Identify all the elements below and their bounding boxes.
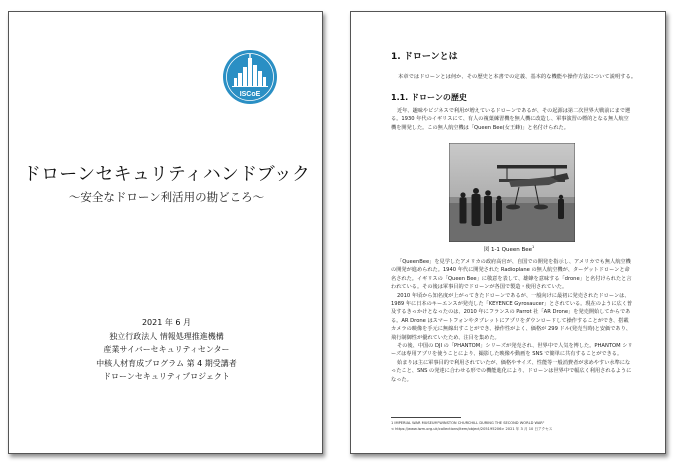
cover-publisher-info: [9, 316, 324, 384]
publisher-center: 産業サイバーセキュリティセンター: [103, 345, 230, 354]
cover-title: ドローンセキュリティハンドブック: [22, 164, 311, 185]
publisher-org: 独立行政法人 情報処理推進機構: [109, 331, 224, 341]
figure-caption: [351, 245, 667, 253]
paragraph-text: その後、中国の DJI の「PHANTOM」シリーズが発売され、世界中で人気を博した。PHANTOM シリーズは専用アプリを使うことにより、撮影した映像や動画を SNS で簡単に共有することができる。: [391, 343, 633, 358]
paragraph-text: 始まりは主に軍事目的で利用されていたが、価格やサイズ、性能等一般消費者が求めやすい水準になったこと、SNS の発達に合わせる形での機能進化により、ドローンは世界中で幅広く利用されるようになった。: [391, 359, 632, 383]
section-intro: 本章ではドローンとは何か、その歴史と本書での定義、基本的な機能や操作方法について説明する。: [398, 74, 637, 80]
paragraph-text: 「QueenBee」を見学したアメリカの政府高官が、自国での開発を指示し、アメリカでも無人航空機の開発が進められた。1940 年代に開発された Radioplane の無人航空機が、ターゲットドローンと命名された。イギリスの「Queen Bee」に敬意を表して、雄蜂を意味する「drone」と名付けられたと言われている。その後は軍事目的でドローンが各国で製造・使用されていた。: [391, 259, 632, 291]
history-paragraph-1: [391, 107, 633, 132]
cover-page: [8, 11, 323, 454]
footnote-divider: [391, 417, 461, 418]
publisher-project: ドローンセキュリティプロジェクト: [103, 372, 230, 381]
footnote-mark: 1: [532, 245, 535, 250]
paragraph-text: 2010 年頃から知名度が上がってきたドローンであるが、一般向けに最初に発売されたドローンは、1989 年に日本のキーエンスが発売した「KEYENCE Gyrosaucer」とされている。現在のように広く普及するきっかけとなったのは、2010 年にフランスの Parrot 社「AR Drone」を発売開始してからである。AR Drone はスマートフォンやタブレットにアプリをダウンロードして操作することができ、搭載カメラの映像を手元に無線出すことができ、操作性がよく、価格が 299 ドル(発売当時)と安価であり、飛行制御性が優れていたため、注目を集めた。: [391, 292, 633, 341]
figure-caption-text: 図 1-1 Queen Bee: [483, 247, 533, 253]
paragraph-text: 近年、趣味やビジネスで利用が増えているドローンであるが、その起源は第二次世界大戦前にまで遡る。1930 年代のイギリスにて、有人の複葉練習機を無人機に改造し、軍事演習の標的となる無人航空機を開発した。この無人航空機は「Queen Bee(女王蜂)」と名付けられた。: [391, 108, 631, 131]
iscoe-logo: [222, 49, 278, 105]
logo-text: ISCoE: [239, 91, 261, 98]
subsection-heading: 1.1. ドローンの歴史: [391, 93, 467, 102]
publish-date: 2021 年 6 月: [141, 318, 192, 327]
footnote-url: < https://www.iwm.org.uk/collections/item/object/205195206> 2021 年 3 月 10 日アクセス: [391, 427, 553, 431]
queen-bee-photo: [449, 143, 575, 242]
publisher-program: 中核人材育成プログラム 第 4 期受講者: [96, 358, 237, 368]
footnote-1: 1 IMPERIAL WAR MUSEUM"WINSTON CHURCHILL DURING THE SECOND WORLD WAR": [391, 421, 545, 425]
history-paragraph-2: [391, 258, 633, 384]
content-page: [350, 11, 666, 454]
cover-subtitle: ～安全なドローン利活用の勘どころ～: [68, 190, 265, 204]
section-heading: 1. ドローンとは: [391, 52, 458, 62]
